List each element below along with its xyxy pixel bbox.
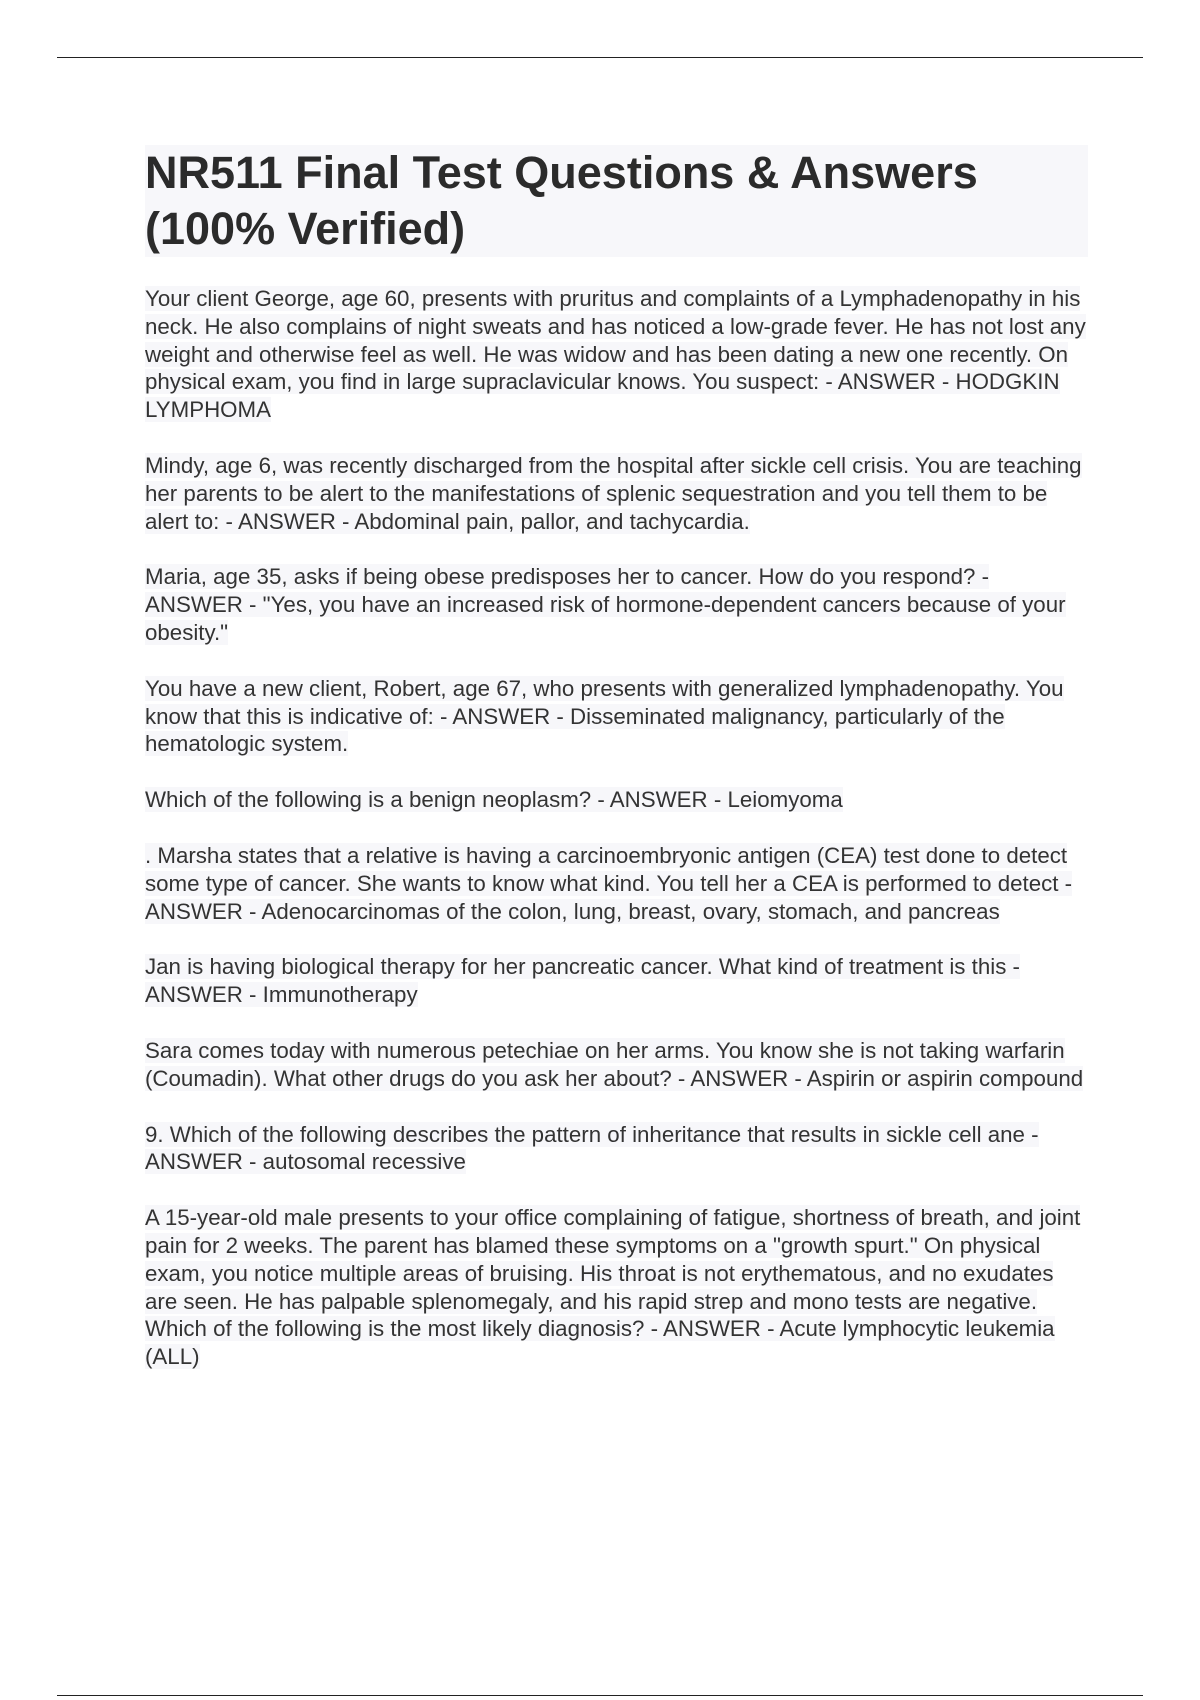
header-rule — [57, 57, 1143, 58]
qa-text: Mindy, age 6, was recently discharged from the hospital after sickle cell crisis. You are teaching her parents to be alert to the manifestations of splenic sequestration and you tell them to be alert to: - ANSWER - Abdominal pain, pallor, and tachycardia. — [145, 452, 1082, 534]
qa-text: 9. Which of the following describes the pattern of inheritance that results in sickle cell ane - ANSWER - autosomal recessive — [145, 1121, 1039, 1175]
qa-text: A 15-year-old male presents to your office complaining of fatigue, shortness of breath, and joint pain for 2 weeks. The parent has blamed these symptoms on a "growth spurt." On physical exam, you notice multiple areas of bruising. His throat is not erythematous, and no exudates are seen. He has palpable splenomegaly, and his rapid strep and mono tests are negative. Which of the following is the most likely diagnosis? - ANSWER - Acute lymphocytic leukemia (ALL) — [145, 1205, 1081, 1370]
qa-item — [145, 563, 1088, 646]
qa-item — [145, 786, 1088, 814]
qa-item — [145, 285, 1088, 424]
qa-text: Jan is having biological therapy for her pancreatic cancer. What kind of treatment is this - ANSWER - Immunotherapy — [145, 954, 1020, 1008]
qa-item — [145, 953, 1088, 1009]
qa-text: Which of the following is a benign neoplasm? - ANSWER - Leiomyoma — [145, 787, 843, 813]
qa-text: You have a new client, Robert, age 67, who presents with generalized lymphadenopathy. You know that this is indicative of: - ANSWER - Disseminated malignancy, particularly of the hematologic system. — [145, 675, 1064, 757]
qa-list — [145, 285, 1088, 1371]
qa-item — [145, 1121, 1088, 1177]
qa-item — [145, 1037, 1088, 1093]
qa-text: Maria, age 35, asks if being obese predisposes her to cancer. How do you respond? - ANSWER - "Yes, you have an increased risk of hormone-dependent cancers because of your obesity." — [145, 564, 1066, 645]
document-title: NR511 Final Test Questions & Answers (100% Verified) — [145, 145, 1088, 257]
qa-item — [145, 452, 1088, 535]
qa-item — [145, 675, 1088, 758]
qa-item — [145, 1204, 1088, 1371]
qa-text: Your client George, age 60, presents with pruritus and complaints of a Lymphadenopathy in his neck. He also complains of night sweats and has noticed a low-grade fever. He has not lost any weight and otherwise feel as well. He was widow and has been dating a new one recently. On physical exam, you find in large supraclavicular knows. You suspect: - ANSWER - HODGKIN LYMPHOMA — [145, 286, 1086, 423]
qa-text: Sara comes today with numerous petechiae on her arms. You know she is not taking warfarin (Coumadin). What other drugs do you ask her about? - ANSWER - Aspirin or aspirin compound — [145, 1037, 1084, 1091]
qa-text: . Marsha states that a relative is having a carcinoembryonic antigen (CEA) test done to detect some type of cancer. She wants to know what kind. You tell her a CEA is performed to detect - ANSWER - Adenocarcinomas of the colon, lung, breast, ovary, stomach, and pancreas — [145, 842, 1073, 924]
qa-item — [145, 842, 1088, 925]
document-body — [145, 145, 1088, 1399]
footer-rule — [57, 1695, 1143, 1696]
